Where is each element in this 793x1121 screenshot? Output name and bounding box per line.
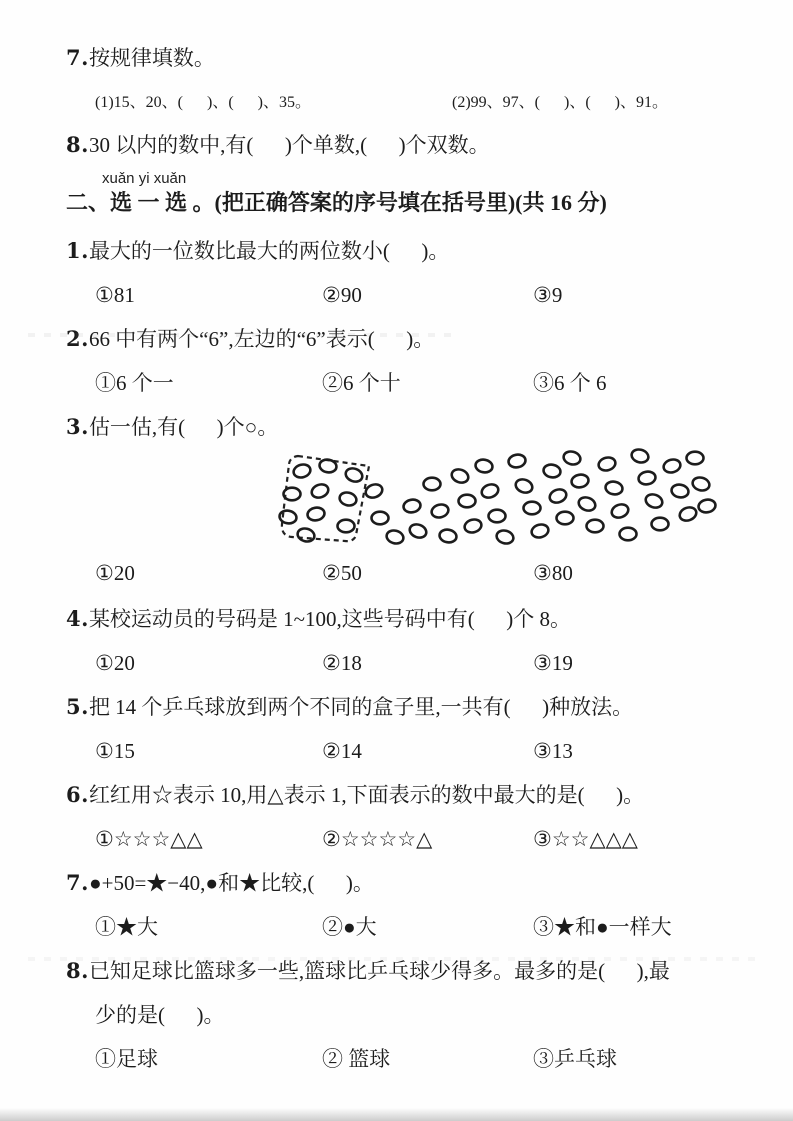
- fill-question-8: [66, 131, 779, 159]
- option-2: ②50: [322, 561, 362, 585]
- option-3: ③80: [533, 561, 573, 585]
- question-text: 把 14 个乒乓球放到两个不同的盒子里,一共有( )种放法。: [88, 695, 634, 719]
- oval-shape: [463, 518, 483, 535]
- option-2: ②14: [322, 739, 362, 763]
- oval-shape: [430, 503, 450, 520]
- oval-shape: [495, 529, 515, 546]
- scattered-ovals-drawing: [262, 445, 717, 551]
- question-text: 已知足球比篮球多一些,篮球比乒乓球少得多。最多的是( ),最: [88, 959, 670, 983]
- question-number: 3.: [66, 414, 89, 439]
- oval-shape: [678, 505, 698, 523]
- question-text: 66 中有两个“6”,左边的“6”表示( )。: [88, 327, 435, 351]
- oval-shape: [372, 512, 389, 525]
- oval-shape: [439, 528, 458, 543]
- choice-question-4: [66, 605, 779, 633]
- oval-shape: [489, 510, 506, 523]
- oval-shape: [530, 523, 550, 540]
- oval-shape: [424, 478, 441, 491]
- oval-shape: [459, 495, 476, 508]
- question-text: 红红用☆表示 10,用△表示 1,下面表示的数中最大的是( )。: [88, 783, 645, 807]
- option-3: ③乒乓球: [533, 1047, 617, 1071]
- oval-shape: [364, 482, 384, 500]
- question-number: 5.: [66, 694, 89, 719]
- oval-shape: [344, 466, 364, 484]
- option-2: ②●大: [322, 915, 377, 939]
- oval-shape: [610, 502, 630, 520]
- question-number: 4.: [66, 606, 89, 631]
- choice-question-4-options: [66, 649, 779, 677]
- choice-question-7-options: [66, 913, 779, 941]
- option-1: ①20: [95, 561, 135, 585]
- oval-shape: [691, 476, 711, 493]
- oval-shape: [408, 522, 428, 540]
- option-2: ②90: [322, 283, 362, 307]
- option-1: ①☆☆☆△△: [95, 827, 203, 851]
- oval-shape: [508, 453, 527, 468]
- choice-question-2: [66, 325, 779, 353]
- option-1: ①★大: [95, 915, 158, 939]
- choice-question-2-options: [66, 369, 779, 397]
- question-7-part-1: (1)15、20、( )、( )、35。: [95, 94, 311, 111]
- question-number: 7.: [66, 45, 89, 70]
- oval-shape: [577, 495, 597, 513]
- fill-question-7-parts: [66, 89, 779, 112]
- oval-shape: [284, 488, 301, 501]
- oval-shape: [605, 480, 624, 495]
- question-number: 8.: [66, 132, 89, 157]
- oval-shape: [597, 456, 617, 473]
- oval-shape: [514, 477, 534, 495]
- option-1: ①81: [95, 283, 135, 307]
- choice-question-6: [66, 781, 779, 809]
- fill-question-7: [66, 44, 779, 72]
- choice-question-8-options: [66, 1045, 779, 1073]
- section-heading-pinyin: xuǎn yi xuǎn: [102, 170, 187, 187]
- oval-shape: [644, 492, 664, 510]
- choice-question-1: [66, 237, 779, 265]
- option-1: ①15: [95, 739, 135, 763]
- choice-question-5: [66, 693, 779, 721]
- oval-shape: [338, 491, 358, 508]
- option-2: ②☆☆☆☆△: [322, 827, 433, 851]
- oval-shape: [652, 518, 669, 531]
- oval-shape: [638, 470, 657, 485]
- question-7-part-2: (2)99、97、( )、( )、91。: [452, 94, 668, 111]
- oval-shape: [385, 529, 405, 546]
- option-3: ③★和●一样大: [533, 915, 672, 939]
- oval-shape: [310, 482, 330, 500]
- question-text-continued: 少的是( )。: [95, 1003, 225, 1027]
- option-3: ③19: [533, 651, 573, 675]
- oval-shape: [698, 498, 717, 513]
- oval-shape: [587, 520, 604, 533]
- option-1: ①6 个一: [95, 371, 174, 395]
- oval-shape: [403, 498, 422, 513]
- choice-question-6-options: [66, 825, 779, 853]
- oval-shape: [475, 458, 494, 473]
- question-text: 30 以内的数中,有( )个单数,( )个双数。: [88, 133, 490, 157]
- question-text: ●+50=★−40,●和★比较,( )。: [88, 871, 374, 895]
- oval-shape: [687, 452, 704, 465]
- ovals-figure: [262, 445, 779, 551]
- choice-question-3: [66, 413, 779, 441]
- oval-shape: [630, 448, 650, 465]
- oval-shape: [571, 473, 590, 488]
- option-3: ③☆☆△△△: [533, 827, 638, 851]
- question-text: 最大的一位数比最大的两位数小( )。: [88, 239, 450, 263]
- option-2: ②6 个十: [322, 371, 401, 395]
- oval-shape: [562, 450, 582, 467]
- option-2: ②18: [322, 651, 362, 675]
- question-number: 7.: [66, 870, 89, 895]
- question-text: 按规律填数。: [88, 46, 215, 70]
- option-1: ①20: [95, 651, 135, 675]
- choice-question-8-line-2: [66, 1001, 779, 1029]
- oval-shape: [557, 512, 574, 525]
- choice-question-5-options: [66, 737, 779, 765]
- oval-shape: [480, 482, 500, 500]
- question-number: 2.: [66, 326, 89, 351]
- oval-shape: [524, 502, 541, 515]
- oval-shape: [620, 528, 637, 541]
- oval-shape: [662, 458, 682, 475]
- oval-shape: [671, 483, 690, 498]
- question-text: 估一估,有( )个○。: [88, 415, 279, 439]
- oval-shape: [296, 527, 316, 544]
- question-number: 6.: [66, 782, 89, 807]
- question-number: 8.: [66, 958, 89, 983]
- choice-question-8: [66, 957, 779, 985]
- oval-shape: [307, 506, 326, 521]
- choice-question-3-options: [66, 559, 779, 587]
- section-heading: 二、选 一 选 。(把正确答案的序号填在括号里)(共 16 分): [66, 190, 607, 215]
- oval-shape: [548, 487, 568, 505]
- choice-question-7: [66, 869, 779, 897]
- option-3: ③6 个 6: [533, 371, 607, 395]
- scan-bottom-shadow: [0, 1108, 793, 1121]
- oval-shape: [543, 463, 562, 478]
- option-3: ③9: [533, 283, 563, 307]
- option-2: ② 篮球: [322, 1047, 391, 1071]
- option-1: ①足球: [95, 1047, 158, 1071]
- question-number: 1.: [66, 238, 89, 263]
- question-text: 某校运动员的号码是 1~100,这些号码中有( )个 8。: [88, 607, 572, 631]
- choice-question-1-options: [66, 281, 779, 309]
- oval-shape: [450, 467, 470, 485]
- option-3: ③13: [533, 739, 573, 763]
- oval-shape: [338, 520, 355, 533]
- oval-shape: [292, 463, 312, 480]
